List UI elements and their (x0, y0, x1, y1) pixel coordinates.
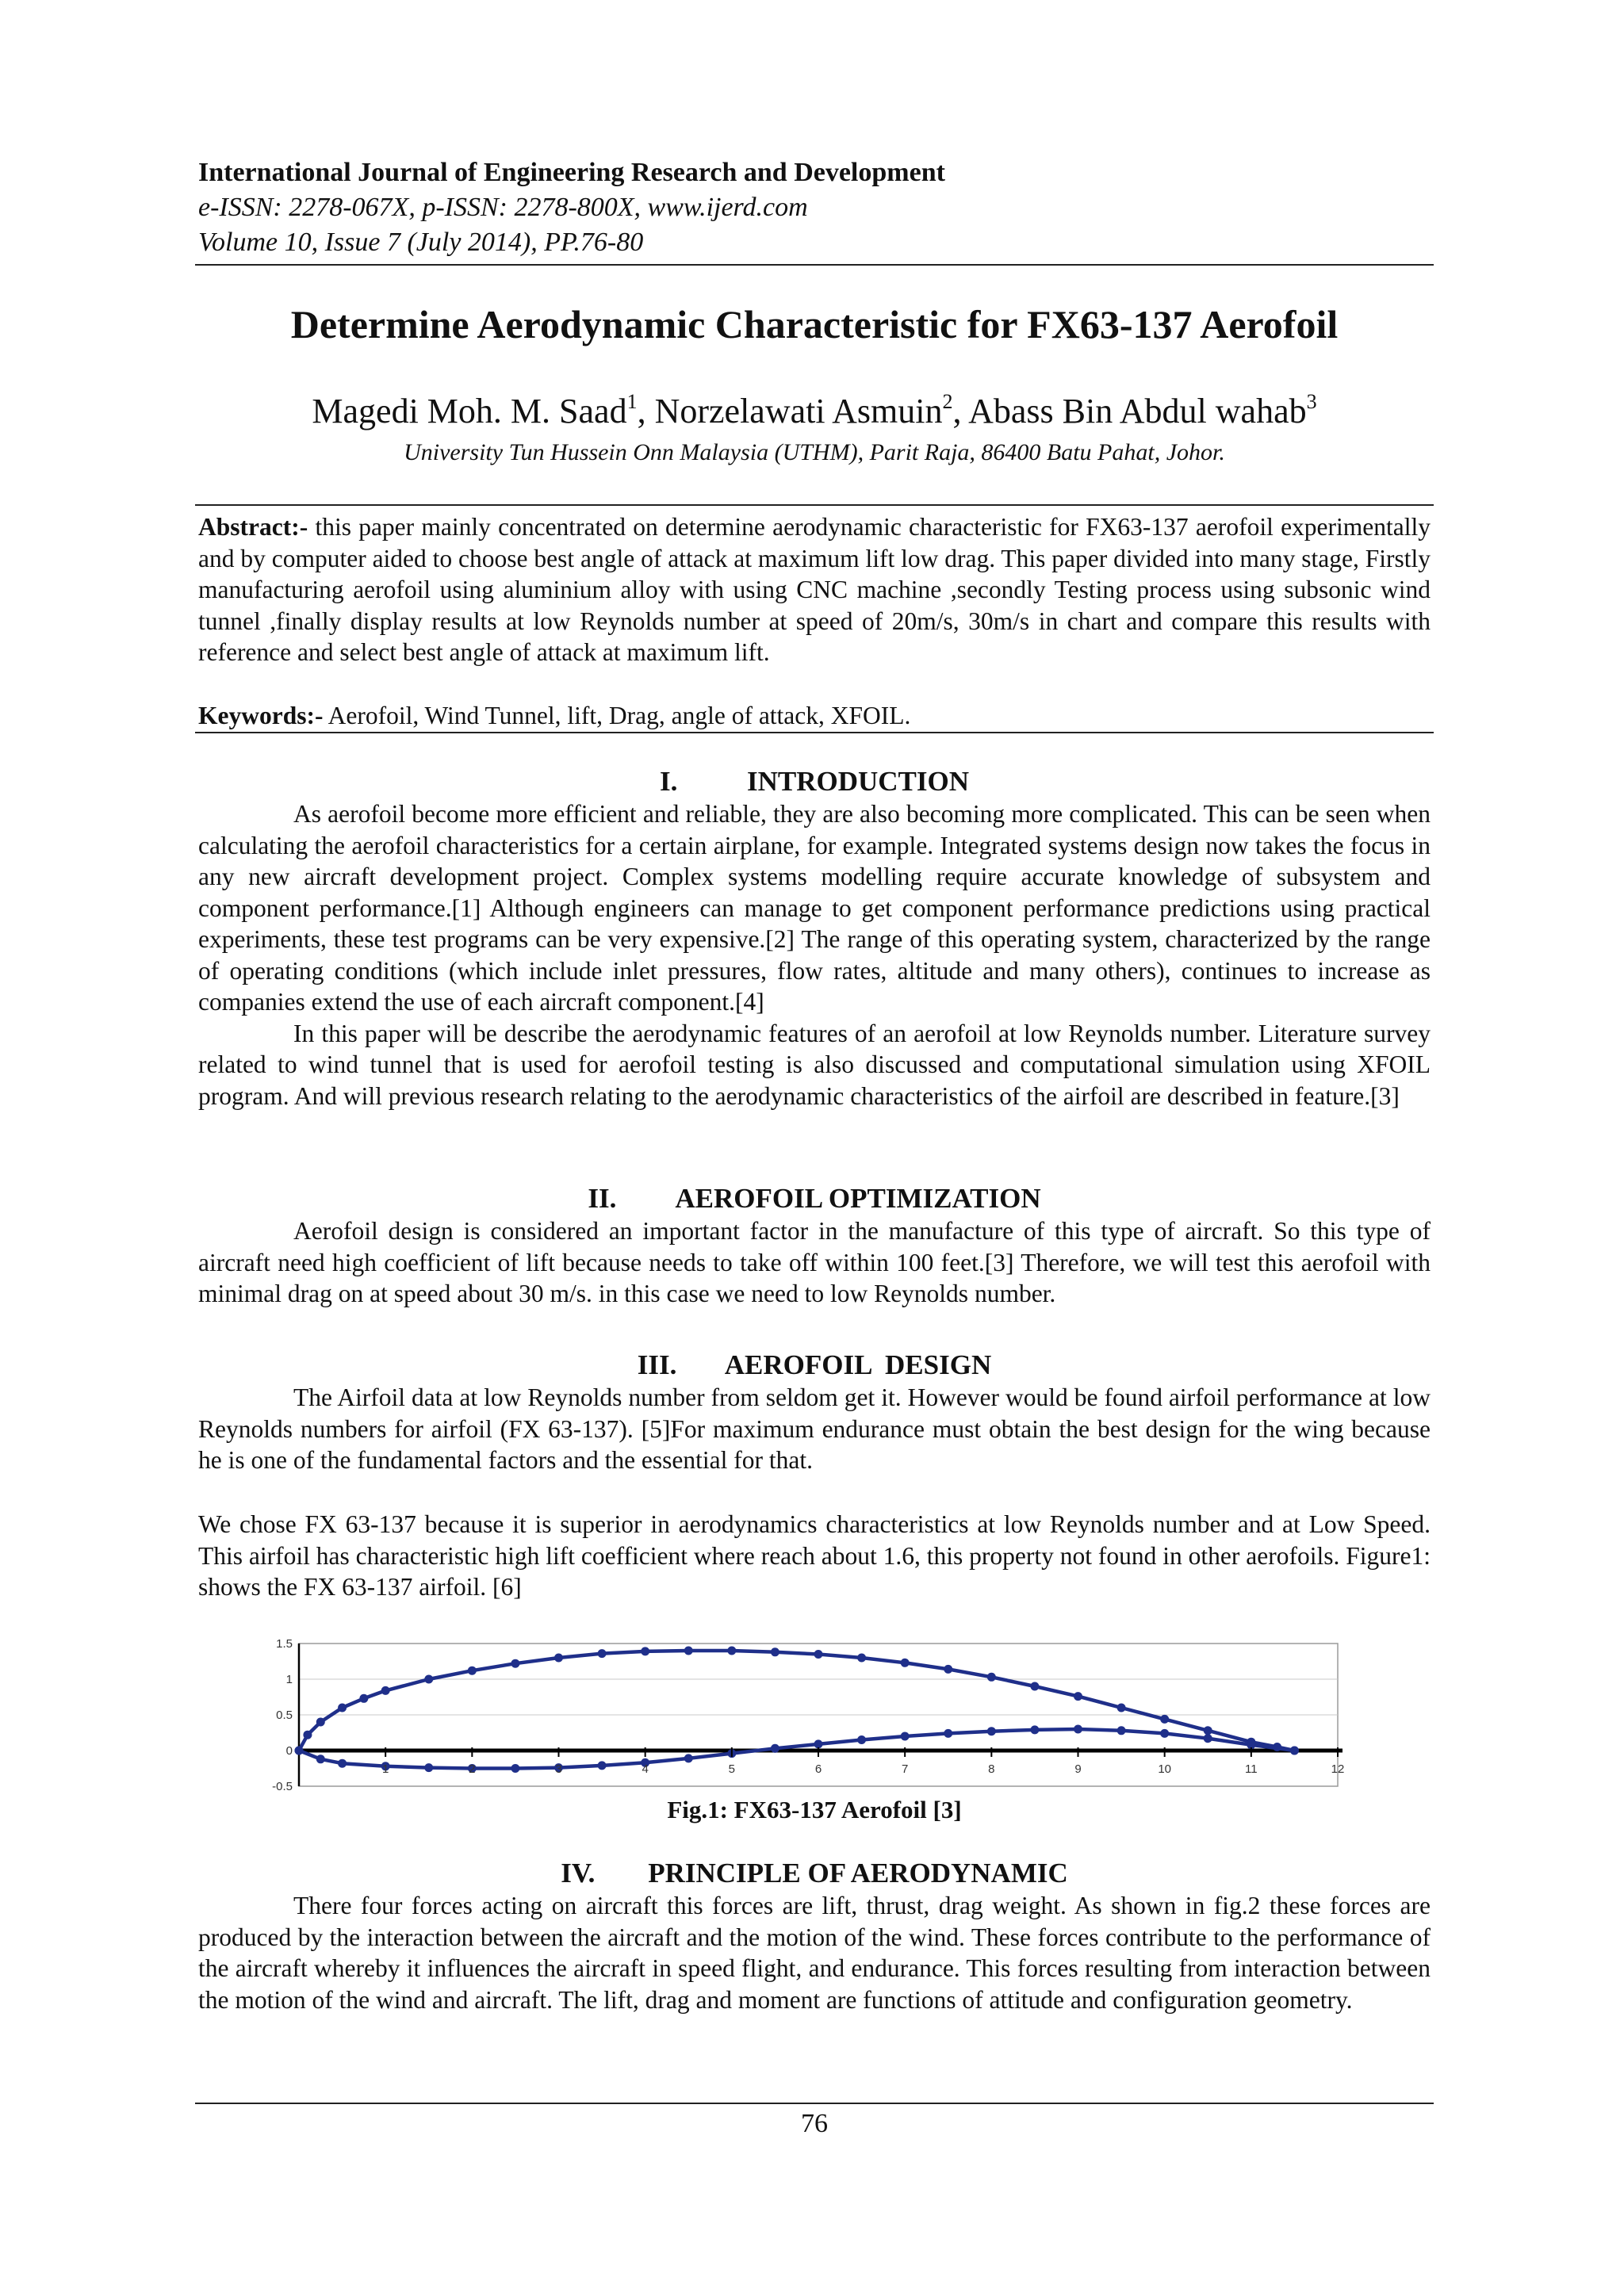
abstract-label: Abstract:- (198, 513, 308, 541)
abstract (198, 511, 1431, 668)
data-point (1204, 1726, 1212, 1735)
data-point (338, 1759, 347, 1768)
data-point (554, 1654, 563, 1663)
data-point (303, 1731, 312, 1739)
data-point (316, 1755, 325, 1763)
section-body-principle-of-aerodynamic (198, 1890, 1431, 2015)
y-tick-label: 0 (285, 1744, 293, 1758)
section-number: II. (588, 1183, 617, 1214)
keywords-text: Aerofoil, Wind Tunnel, lift, Drag, angle of attack, XFOIL. (323, 702, 911, 729)
section-number: IV. (561, 1858, 596, 1888)
data-point (359, 1694, 368, 1703)
x-tick-label: 12 (1331, 1762, 1345, 1776)
x-tick-label: 3 (555, 1762, 562, 1776)
data-point (857, 1735, 866, 1744)
header-rule (195, 264, 1434, 266)
data-point (1030, 1725, 1039, 1734)
data-point (1117, 1704, 1126, 1712)
data-point (1030, 1682, 1039, 1691)
x-tick-label: 5 (728, 1762, 736, 1776)
x-tick-label: 10 (1158, 1762, 1172, 1776)
section-heading-introduction (198, 766, 1431, 798)
author-name: Norzelawati Asmuin (654, 392, 943, 430)
data-point (511, 1659, 519, 1668)
y-tick-label: -0.5 (272, 1780, 293, 1792)
section-title: INTRODUCTION (746, 766, 970, 797)
data-point (771, 1744, 779, 1753)
data-point (1204, 1734, 1212, 1743)
author-name: Abass Bin Abdul wahab (968, 392, 1307, 430)
abstract-text: this paper mainly concentrated on determine aerodynamic characteristic for FX63-137 aerofoil experimentally and by computer aided to choose best angle of attack at maximum lift low drag. This paper divided into many stage, Firstly manufacturing aerofoil using aluminium alloy with using CNC machine ,secondly Testing process using subsonic wind tunnel ,finally display results at low Reynolds number at speed of 20m/s, 30m/s in chart and compare this results with reference and select best angle of attack at maximum lift. (198, 513, 1431, 666)
figure-caption: Fig.1: FX63-137 Aerofoil [3] (667, 1796, 962, 1823)
section-body-aerofoil-optimization (198, 1215, 1431, 1310)
author-affil-mark: 3 (1306, 390, 1317, 413)
body-paragraph: In this paper will be describe the aerodynamic features of an aerofoil at low Reynolds number. Literature survey related to wind tunnel that is used for aerofoil testing is also discussed and computational simulation using XFOIL program. And will previous research relating to the aerodynamic characteristics of the airfoil are described in feature.[3] (198, 1019, 1431, 1110)
y-tick-label: 1.5 (276, 1637, 293, 1651)
data-point (901, 1659, 910, 1667)
data-point (424, 1763, 433, 1772)
section-number: I. (659, 766, 678, 797)
aerofoil-chart (266, 1629, 1360, 1792)
data-point (1160, 1715, 1169, 1724)
data-point (598, 1649, 607, 1658)
journal-volume: Volume 10, Issue 7 (July 2014), PP.76-80 (198, 228, 644, 257)
x-tick-label: 6 (814, 1762, 822, 1776)
section-number: III. (637, 1349, 677, 1380)
body-paragraph: There four forces acting on aircraft this forces are lift, thrust, drag weight. As shown in fig.2 these forces are produced by the interaction between the aircraft and the motion of the wind. These forces contribute to the performance of the aircraft whereby it influences the aircraft in speed flight, and endurance. This forces resulting from interaction between the motion of the wind and aircraft. The lift, drag and moment are functions of attitude and configuration geometry. (198, 1892, 1431, 2014)
data-point (641, 1647, 649, 1655)
data-point (511, 1764, 519, 1773)
upper-surface-line (299, 1651, 1294, 1751)
data-point (771, 1647, 779, 1656)
data-point (944, 1665, 952, 1674)
paper-title: Determine Aerodynamic Characteristic for FX63-137 Aerofoil (290, 302, 1339, 346)
section-title: AEROFOIL DESIGN (724, 1349, 992, 1380)
section-body-introduction (198, 798, 1431, 1112)
y-tick-label: 0.5 (276, 1709, 293, 1722)
data-point (424, 1675, 433, 1684)
data-point (1117, 1726, 1126, 1735)
journal-issn: e-ISSN: 2278-067X, p-ISSN: 2278-800X, www.ijerd.com (198, 193, 808, 222)
section-body-aerofoil-design (198, 1382, 1431, 1476)
body-paragraph: The Airfoil data at low Reynolds number from seldom get it. However would be found airfoil performance at low Reynolds numbers for airfoil (FX 63-137). [5]For maximum endurance must obtain the best design for the wing because he is one of the fundamental factors and the essential for that. (198, 1383, 1431, 1474)
body-paragraph: As aerofoil become more efficient and reliable, they are also becoming more complicated. This can be seen when calculating the aerofoil characteristics for a certain airplane, for example. Integrated systems design now takes the focus in any new aircraft development project. Complex systems modelling require accurate knowledge of subsystem and component performance.[1] Although engineers can manage to get component performance predictions using practical experiments, these test programs can be very expensive.[2] The range of this operating system, characterized by the range of operating conditions (which include inlet pressures, flow rates, altitude and many others), continues to increase as companies extend the use of each aircraft component.[4] (198, 800, 1431, 1016)
section-heading-aerofoil-optimization (198, 1183, 1431, 1215)
keywords (198, 700, 1431, 732)
data-point (1074, 1692, 1082, 1701)
data-point (1160, 1729, 1169, 1738)
data-point (987, 1673, 996, 1682)
data-point (295, 1747, 304, 1755)
body-paragraph-noindent: We chose FX 63-137 because it is superior in aerodynamics characteristics at low Reynolds number and at Low Speed. This airfoil has characteristic high lift coefficient where reach about 1.6, this property not found in other aerofoils. Figure1: shows the FX 63-137 airfoil. [6] (198, 1510, 1431, 1601)
keywords-bottom-rule (195, 732, 1434, 733)
x-tick-label: 11 (1245, 1762, 1258, 1776)
data-point (944, 1729, 952, 1738)
chart-series (295, 1647, 1299, 1774)
data-point (598, 1761, 607, 1770)
author-name: Magedi Moh. M. Saad (312, 392, 627, 430)
journal-header (198, 155, 945, 260)
data-point (987, 1727, 996, 1735)
data-point (381, 1686, 390, 1695)
x-tick-label: 1 (381, 1762, 389, 1776)
data-point (814, 1739, 823, 1748)
keywords-label: Keywords:- (198, 702, 324, 729)
body-paragraph: Aerofoil design is considered an important factor in the manufacture of this type of aircraft. So this type of aircraft need high coefficient of lift because needs to take off within 100 feet.[3] Therefore, we will test this aerofoil with minimal drag on at speed about 30 m/s. in this case we need to low Reynolds number. (198, 1217, 1431, 1307)
data-point (338, 1704, 347, 1712)
author-list: Magedi Moh. M. Saad$^1$, Norzelawati Asmuin$^2$, Abass Bin Abdul wahab$^3$ (312, 390, 1317, 430)
section-title: PRINCIPLE OF AERODYNAMIC (648, 1858, 1068, 1888)
data-point (316, 1718, 325, 1727)
data-point (684, 1754, 693, 1762)
data-point (1290, 1747, 1299, 1755)
x-tick-label: 2 (469, 1762, 476, 1776)
footer-rule (195, 2103, 1434, 2104)
x-tick-label: 9 (1074, 1762, 1082, 1776)
data-point (857, 1654, 866, 1663)
x-tick-label: 8 (988, 1762, 995, 1776)
section-heading-principle-of-aerodynamic (198, 1858, 1431, 1889)
data-point (684, 1647, 693, 1655)
page-number: 76 (801, 2109, 828, 2138)
data-point (468, 1667, 477, 1675)
data-point (1074, 1725, 1082, 1734)
x-tick-label: 7 (901, 1762, 909, 1776)
author-affil-mark: 2 (942, 390, 953, 413)
data-point (814, 1650, 823, 1659)
author-affil-mark: 1 (626, 390, 638, 413)
data-point (727, 1647, 736, 1655)
journal-name: International Journal of Engineering Research and Development (198, 158, 945, 187)
y-tick-label: 1 (285, 1673, 293, 1686)
data-point (901, 1732, 910, 1741)
section-title: AEROFOIL OPTIMIZATION (675, 1183, 1041, 1214)
abstract-top-rule (195, 504, 1434, 506)
affiliation: University Tun Hussein Onn Malaysia (UTHM), Parit Raja, 86400 Batu Pahat, Johor. (404, 439, 1225, 465)
section-heading-aerofoil-design (198, 1349, 1431, 1381)
x-tick-label: 4 (642, 1762, 649, 1776)
